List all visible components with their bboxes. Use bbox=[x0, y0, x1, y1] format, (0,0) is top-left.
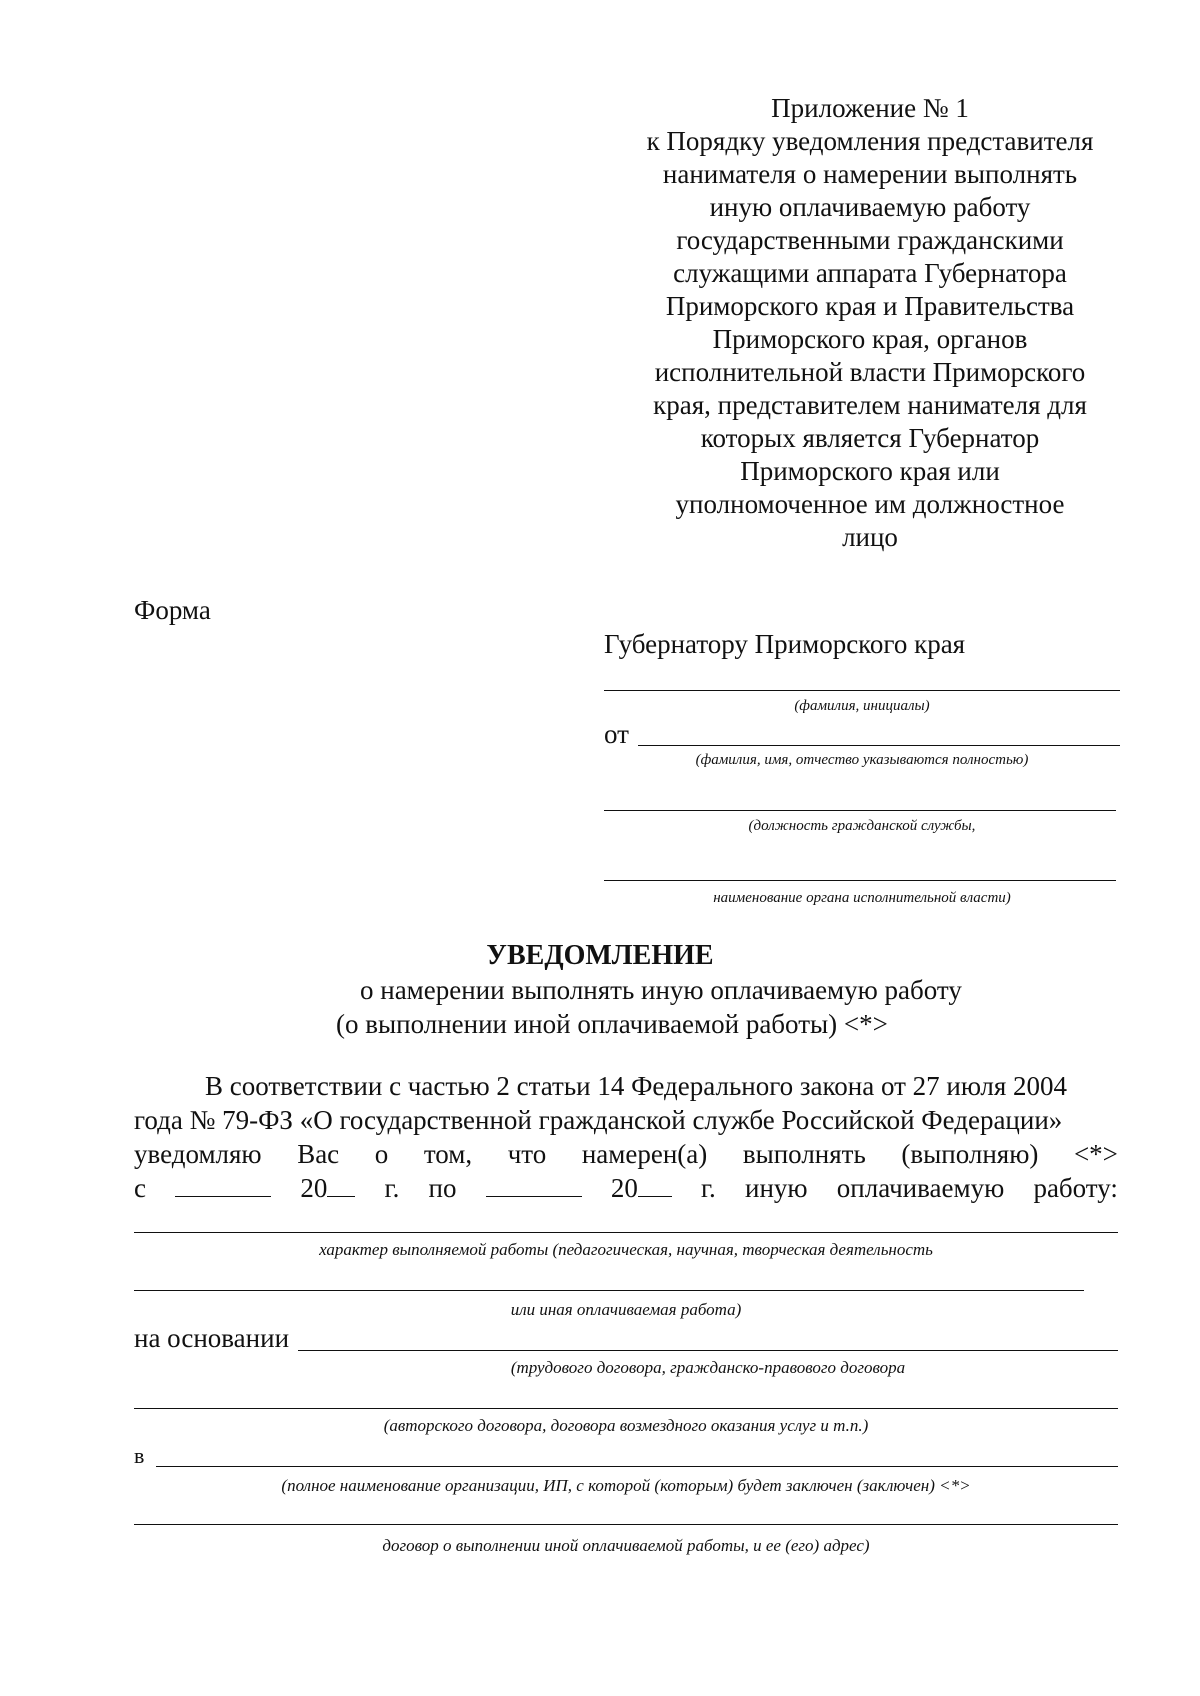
caption-org-2: договор о выполнении иной оплачиваемой работы, и ее (его) адрес) bbox=[382, 1536, 870, 1555]
notice-title: УВЕДОМЛЕНИЕ bbox=[486, 940, 714, 971]
appendix-line: Приморского края или bbox=[740, 456, 1000, 486]
caption-org-1: (полное наименование организации, ИП, с которой (которым) будет заключен (заключен) <*> bbox=[281, 1476, 971, 1495]
body-word: Вас bbox=[297, 1139, 340, 1169]
text-work: работу: bbox=[1033, 1173, 1118, 1203]
appendix-line: Приморского края и Правительства bbox=[665, 291, 1075, 321]
body-word: выполнять bbox=[742, 1139, 866, 1169]
caption-fullname: (фамилия, имя, отчество указываются полностью) bbox=[695, 752, 1029, 768]
appendix-line: иную оплачиваемую работу bbox=[709, 192, 1031, 222]
caption-work-1: характер выполняемой работы (педагогическая, научная, творческая деятельность bbox=[319, 1240, 933, 1259]
caption-basis-1: (трудового договора, гражданско-правового договора bbox=[510, 1358, 906, 1377]
appendix-line: служащими аппарата Губернатора bbox=[673, 258, 1067, 288]
basis-line-2[interactable] bbox=[134, 1408, 1118, 1409]
text-from: с bbox=[134, 1173, 146, 1203]
position-line[interactable] bbox=[604, 810, 1116, 811]
body-word: том, bbox=[423, 1139, 473, 1169]
body-word: намерен(а) bbox=[581, 1139, 708, 1169]
appendix-line: Приморского края, органов bbox=[712, 324, 1028, 354]
start-year-prefix: 20 bbox=[300, 1173, 328, 1203]
body-line-1: В соответствии с частью 2 статьи 14 Федерального закона от 27 июля 2004 bbox=[205, 1071, 1067, 1101]
basis-line[interactable] bbox=[298, 1350, 1118, 1351]
appendix-line: которых является Губернатор bbox=[700, 423, 1040, 453]
appendix-line: нанимателя о намерении выполнять bbox=[662, 159, 1078, 189]
body-word: уведомляю bbox=[134, 1139, 262, 1169]
caption-basis-2: (авторского договора, договора возмездного оказания услуг и т.п.) bbox=[383, 1416, 869, 1435]
text-other: иную bbox=[745, 1173, 808, 1203]
notice-subtitle-2: (о выполнении иной оплачиваемой работы) <*> bbox=[336, 1009, 888, 1039]
start-year-blank[interactable] bbox=[327, 1174, 355, 1197]
appendix-line: уполномоченное им должностное bbox=[675, 489, 1065, 519]
text-to: по bbox=[428, 1173, 457, 1203]
body-line-4 bbox=[134, 1172, 1118, 1204]
caption-work-2: или иная оплачиваемая работа) bbox=[510, 1300, 742, 1319]
appendix-header bbox=[590, 92, 1150, 554]
form-label: Форма bbox=[134, 595, 211, 625]
body-line-3 bbox=[134, 1138, 1118, 1170]
body-word: что bbox=[507, 1139, 547, 1169]
caption-position: (должность гражданской службы, bbox=[748, 818, 976, 834]
appendix-line: края, представителем нанимателя для bbox=[653, 390, 1087, 420]
start-date-blank[interactable] bbox=[175, 1174, 271, 1197]
caption-initials: (фамилия, инициалы) bbox=[794, 698, 930, 714]
appendix-line: исполнительной власти Приморского bbox=[654, 357, 1086, 387]
end-year bbox=[611, 1172, 672, 1204]
text-paid: оплачиваемую bbox=[836, 1173, 1005, 1203]
basis-label: на основании bbox=[134, 1323, 290, 1353]
agency-line[interactable] bbox=[604, 880, 1116, 881]
body-line-2: года № 79-ФЗ «О государственной гражданской службе Российской Федерации» bbox=[134, 1105, 1063, 1135]
addressee-to: Губернатору Приморского края bbox=[604, 629, 966, 659]
end-year-prefix: 20 bbox=[610, 1173, 638, 1203]
end-date-blank[interactable] bbox=[486, 1174, 582, 1197]
work-nature-line[interactable] bbox=[134, 1232, 1118, 1233]
caption-agency: наименование органа исполнительной власти) bbox=[713, 890, 1011, 906]
appendix-line: Приложение № 1 bbox=[771, 93, 969, 123]
work-nature-line-2[interactable] bbox=[134, 1290, 1084, 1291]
text-year-1: г. bbox=[384, 1173, 400, 1203]
from-label: от bbox=[604, 719, 629, 749]
initials-line[interactable] bbox=[604, 690, 1120, 691]
organization-line[interactable] bbox=[156, 1466, 1118, 1467]
appendix-line: к Порядку уведомления представителя bbox=[646, 126, 1094, 156]
end-year-blank[interactable] bbox=[638, 1174, 672, 1197]
body-word: о bbox=[374, 1139, 389, 1169]
body-word: (выполняю) bbox=[901, 1139, 1039, 1169]
notice-subtitle-1: о намерении выполнять иную оплачиваемую работу bbox=[360, 975, 962, 1005]
appendix-line: лицо bbox=[842, 522, 898, 552]
organization-line-2[interactable] bbox=[134, 1524, 1118, 1525]
body-word: <*> bbox=[1073, 1139, 1118, 1169]
start-year bbox=[300, 1172, 355, 1204]
text-year-2: г. bbox=[701, 1173, 716, 1203]
fullname-line[interactable] bbox=[638, 745, 1120, 746]
in-label: в bbox=[134, 1443, 145, 1468]
appendix-line: государственными гражданскими bbox=[676, 225, 1064, 255]
